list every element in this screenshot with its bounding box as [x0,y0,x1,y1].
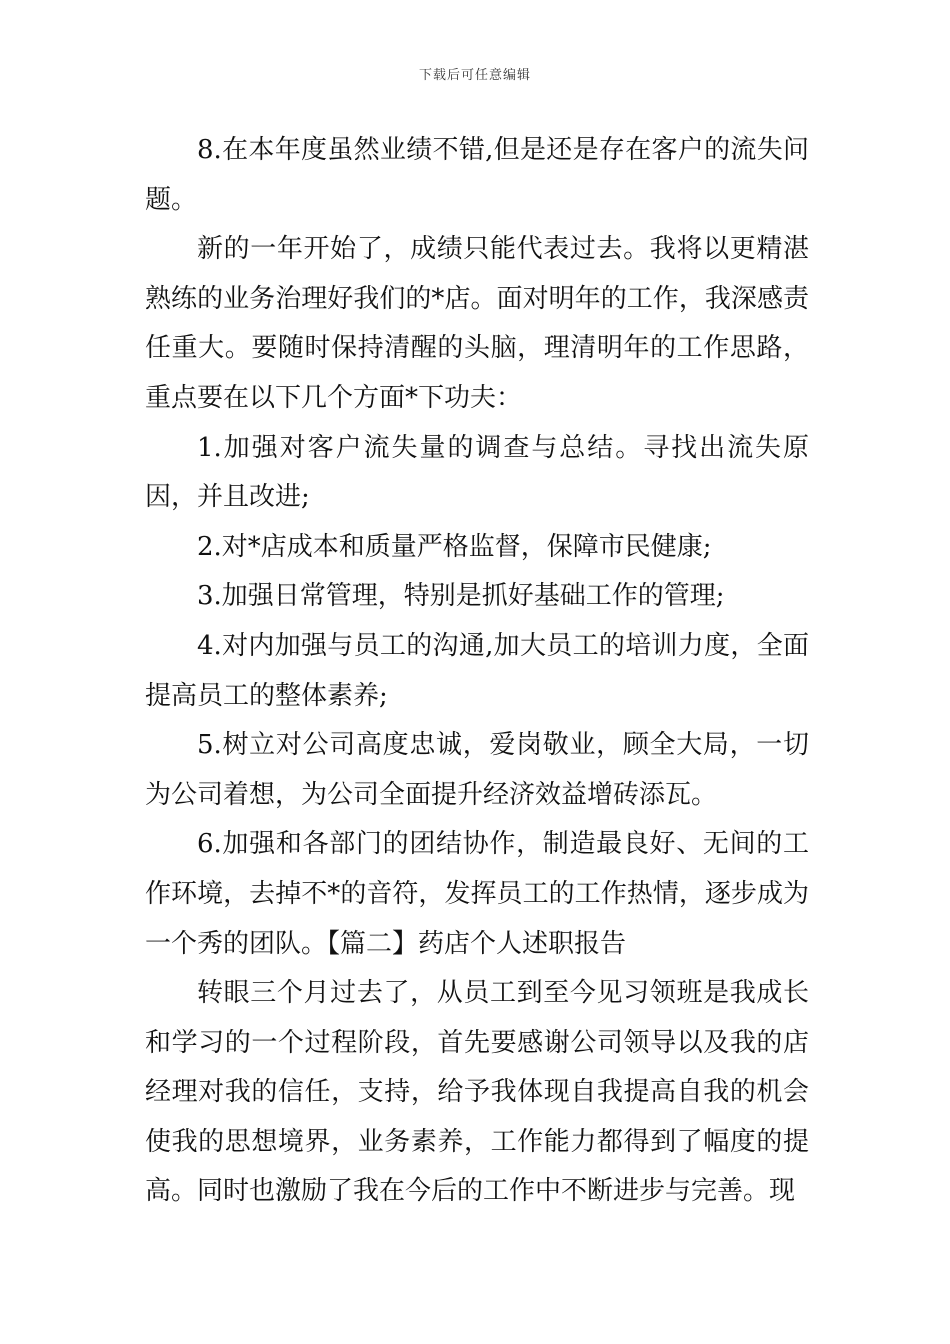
page-header: 下载后可任意编辑 [418,68,531,83]
list-item-4: 4.对内加强与员工的沟通,加大员工的培训力度，全面提高员工的整体素养; [145,630,809,711]
paragraph-new-year: 新的一年开始了，成绩只能代表过去。我将以更精湛熟练的业务治理好我们的*店。面对明年的工作，我深感责任重大。要随时保持清醒的头脑，理清明年的工作思路，重点要在以下几个方面*下功夫： [145,234,809,413]
document-body [145,126,809,1217]
paragraph-report-intro: 转眼三个月过去了，从员工到至今见习领班是我成长和学习的一个过程阶段，首先要感谢公司领导以及我的店经理对我的信任，支持，给予我体现自我提高自我的机会使我的思想境界，业务素养，工作能力都得到了幅度的提高。同时也激励了我在今后的工作中不断进步与完善。现 [145,978,809,1207]
list-item-1: 1.加强对客户流失量的调查与总结。寻找出流失原因，并且改进; [145,432,809,513]
list-item-3: 3.加强日常管理，特别是抓好基础工作的管理; [197,581,725,612]
list-item-5: 5.树立对公司高度忠诚，爱岗敬业，顾全大局，一切为公司着想，为公司全面提升经济效益增砖添瓦。 [145,730,809,810]
paragraph-item-8: 8.在本年度虽然业绩不错,但是还是存在客户的流失问题。 [145,135,809,215]
list-item-6: 6.加强和各部门的团结协作，制造最良好、无间的工作环境，去掉不*的音符，发挥员工的工作热情，逐步成为一个秀的团队。【篇二】药店个人述职报告 [145,829,809,959]
list-item-2: 2.对*店成本和质量严格监督，保障市民健康; [197,531,712,562]
